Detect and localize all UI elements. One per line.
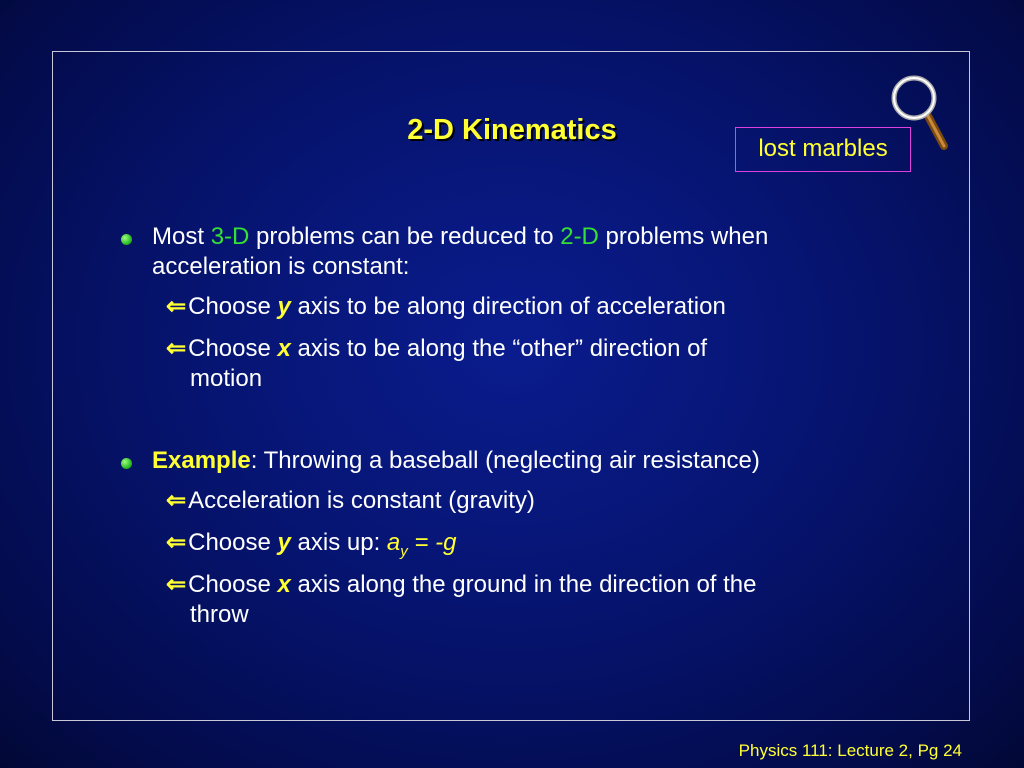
bullet-1-sub-2-cont: motion xyxy=(190,365,263,392)
slide-title: 2-D Kinematics xyxy=(407,114,617,146)
bullet-dot xyxy=(121,458,132,469)
bullet-2-sub-3-cont: throw xyxy=(190,601,249,628)
bullet-2-sub-2: ⇐Choose y axis up: $a_y = -g$ xyxy=(166,529,457,560)
bullet-1-sub-2: ⇐Choose x axis to be along the “other” direction of xyxy=(166,335,708,362)
equation-ay: $a_y = -g$ xyxy=(386,529,457,560)
example-label: Example xyxy=(152,447,251,474)
bullet-2-sub-3: ⇐Choose x axis along the ground in the direction of the xyxy=(166,571,757,598)
bullet-dot xyxy=(121,234,132,245)
bullet-1-sub-1: ⇐Choose y axis to be along direction of acceleration xyxy=(166,293,726,320)
bullet-1-line-2: acceleration is constant: xyxy=(152,253,410,280)
left-arrow-icon: ⇐ xyxy=(166,529,187,556)
highlight-2d: 2-D xyxy=(560,223,599,250)
slide-footer: Physics 111: Lecture 2, Pg 24 xyxy=(738,741,962,760)
left-arrow-icon: ⇐ xyxy=(166,293,187,320)
highlight-3d: 3-D xyxy=(210,223,250,250)
lost-marbles-link[interactable]: lost marbles xyxy=(735,127,911,172)
left-arrow-icon: ⇐ xyxy=(166,335,187,362)
bullet-1-line-1: Most 3-D problems can be reduced to 2-D problems when xyxy=(152,223,769,250)
left-arrow-icon: ⇐ xyxy=(166,487,187,514)
bullet-2-sub-1: ⇐Acceleration is constant (gravity) xyxy=(166,487,535,514)
left-arrow-icon: ⇐ xyxy=(166,571,187,598)
bullet-2-line-1: Example: Throwing a baseball (neglecting air resistance) xyxy=(152,447,760,474)
